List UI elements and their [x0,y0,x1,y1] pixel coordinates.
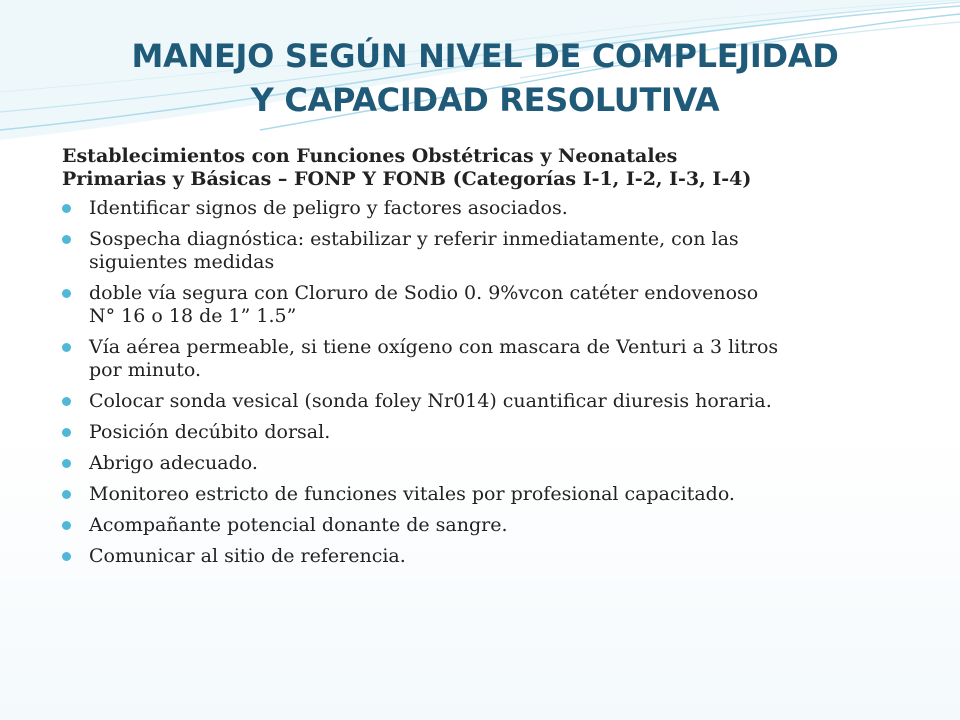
bullet-dot-icon [62,459,71,468]
bullet-text: doble vía segura con Cloruro de Sodio 0. 9%vcon catéter endovenoso [89,282,759,304]
intro-heading [62,145,912,191]
slide-title [60,34,910,122]
list-item [62,545,912,568]
list-item [62,452,912,475]
list-item [62,228,912,274]
bullet-dot-icon [62,289,71,298]
list-item [62,282,912,328]
list-item [62,390,912,413]
bullet-text: Sospecha diagnóstica: estabilizar y referir inmediatamente, con las [89,228,739,250]
bullet-text-continued: siguientes medidas [89,251,275,273]
intro-line-2: Primarias y Básicas – FONP Y FONB (Categorías I-1, I-2, I-3, I-4) [62,168,752,190]
bullet-dot-icon [62,235,71,244]
bullet-text: Identificar signos de peligro y factores asociados. [89,197,568,219]
bullet-text: Vía aérea permeable, si tiene oxígeno con mascara de Venturi a 3 litros [89,336,779,358]
list-item [62,197,912,220]
bullet-dot-icon [62,552,71,561]
title-line-1: MANEJO SEGÚN NIVEL DE COMPLEJIDAD [131,37,839,75]
bullet-text: Posición decúbito dorsal. [89,421,331,443]
bullet-list [62,197,912,568]
bullet-dot-icon [62,490,71,499]
intro-line-1: Establecimientos con Funciones Obstétricas y Neonatales [62,145,678,167]
bullet-dot-icon [62,521,71,530]
bullet-dot-icon [62,204,71,213]
bullet-text: Abrigo adecuado. [89,452,258,474]
bullet-dot-icon [62,343,71,352]
bullet-text: Monitoreo estricto de funciones vitales por profesional capacitado. [89,483,735,505]
bullet-text: Acompañante potencial donante de sangre. [89,514,508,536]
bullet-text-continued: N° 16 o 18 de 1” 1.5” [89,305,297,327]
title-line-2: Y CAPACIDAD RESOLUTIVA [250,81,720,119]
bullet-text: Colocar sonda vesical (sonda foley Nr014) cuantificar diuresis horaria. [89,390,772,412]
list-item [62,483,912,506]
bullet-dot-icon [62,428,71,437]
list-item [62,336,912,382]
bullet-text-continued: por minuto. [89,359,202,381]
bullet-dot-icon [62,397,71,406]
slide-body [62,145,912,576]
list-item [62,421,912,444]
bullet-text: Comunicar al sitio de referencia. [89,545,406,567]
list-item [62,514,912,537]
